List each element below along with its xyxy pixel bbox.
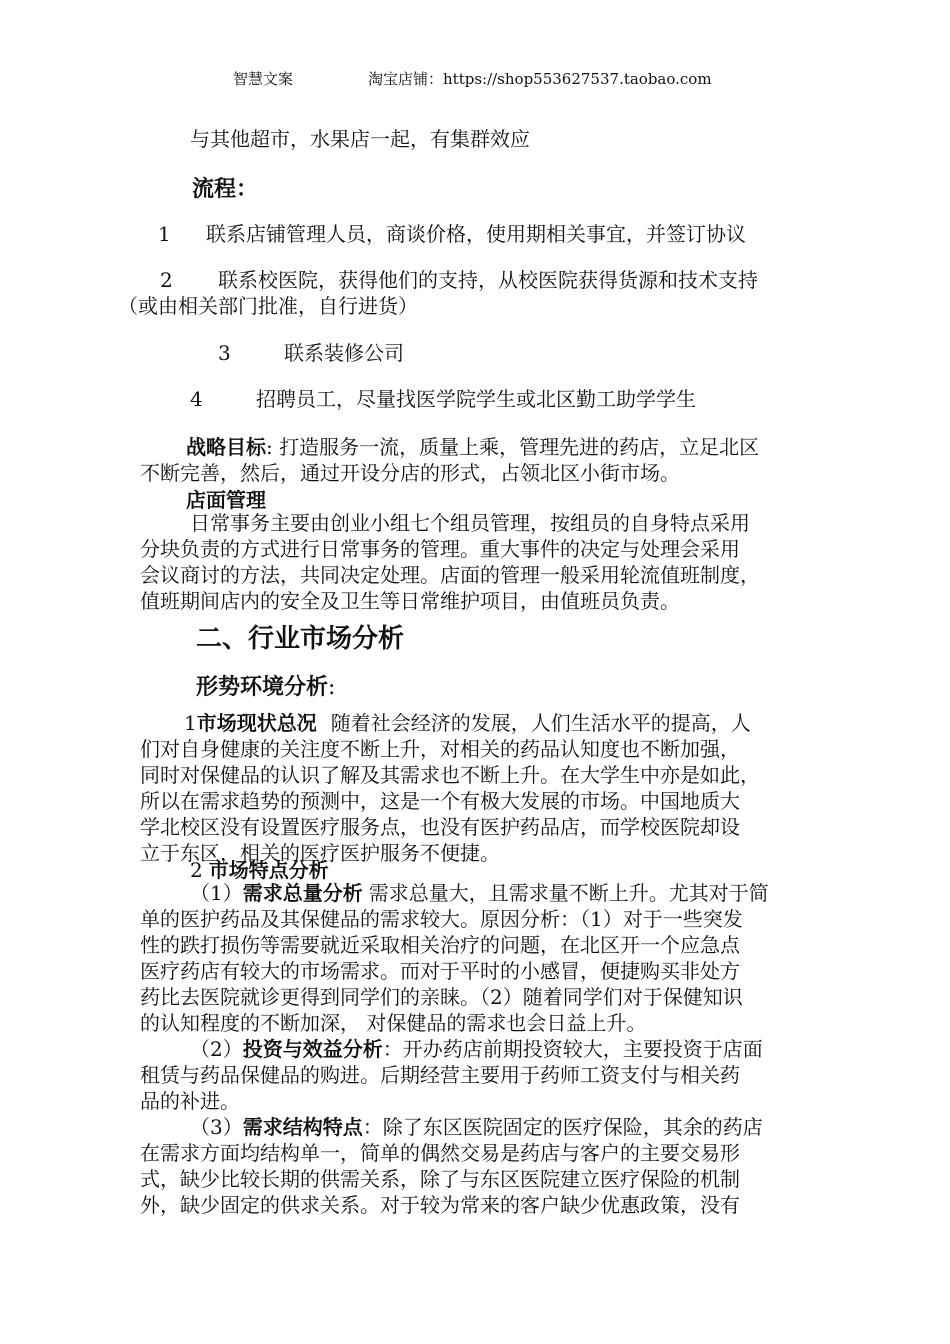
step-text: 联系校医院，获得他们的支持，从校医院获得货源和技术支持 <box>218 268 758 292</box>
header-shop-url: 淘宝店铺：https://shop553627537.taobao.com <box>368 70 712 88</box>
demand-structure-number: （3） <box>190 1115 243 1139</box>
investment-line-3: 品的补进。 <box>140 1089 240 1113</box>
demand-structure-paragraph <box>140 1114 820 1218</box>
market-features-number: 2 <box>190 858 203 882</box>
market-status-number: 1 <box>184 711 197 735</box>
market-status-line-3: 同时对保健品的认识了解及其需求也不断上升。在大学生中亦是如此， <box>140 763 760 787</box>
market-status-line-2: 们对自身健康的关注度不断上升，对相关的药品认知度也不断加强， <box>140 737 740 761</box>
investment-line-2: 租赁与药品保健品的购进。后期经营主要用于药师工资支付与相关药 <box>140 1063 740 1087</box>
step-number: 3 <box>218 341 231 365</box>
store-mgmt-line-2: 分块负责的方式进行日常事务的管理。重大事件的决定与处理会采用 <box>140 537 740 561</box>
step-number: 1 <box>158 222 171 246</box>
market-status-label: 市场现状总况 <box>196 711 317 735</box>
process-title: 流程： <box>192 176 259 202</box>
demand-total-line-6: 的认知程度的不断加深， 对保健品的需求也会日益上升。 <box>140 1011 647 1035</box>
store-mgmt-line-1: 日常事务主要由创业小组七个组员管理，按组员的自身特点采用 <box>190 511 750 535</box>
market-status-line-1: 随着社会经济的发展，人们生活水平的提高，人 <box>330 711 751 735</box>
intro-line: 与其他超市，水果店一起，有集群效应 <box>190 127 530 151</box>
store-mgmt-paragraph <box>140 510 820 614</box>
strategy-line-1: : 打造服务一流，质量上乘，管理先进的药店，立足北区 <box>266 435 760 459</box>
step-number: 2 <box>160 268 173 292</box>
process-step-1 <box>158 222 746 246</box>
demand-total-label: 需求总量分析 <box>242 881 363 905</box>
strategy-label: 战略目标 <box>186 435 266 459</box>
market-status-paragraph <box>140 710 820 866</box>
market-status-line-6: 立于东区，相关的医疗医护服务不便捷。 <box>140 841 500 865</box>
investment-line-1: ：开办药店前期投资较大，主要投资于店面 <box>382 1037 763 1061</box>
section-2-title: 二、行业市场分析 <box>196 624 405 654</box>
market-features-heading <box>190 858 329 882</box>
investment-number: （2） <box>190 1037 243 1061</box>
strategy-line-2: 不断完善，然后，通过开设分店的形式，占领北区小街市场。 <box>140 461 680 485</box>
store-mgmt-line-3: 会议商讨的方法，共同决定处理。店面的管理一般采用轮流值班制度， <box>140 563 760 587</box>
demand-structure-line-4: 外，缺少固定的供求关系。对于较为常来的客户缺少优惠政策，没有 <box>140 1193 740 1217</box>
section-2-subtitle <box>196 670 335 701</box>
step-text: 联系装修公司 <box>284 341 404 365</box>
step-text: 联系店铺管理人员，商谈价格，使用期相关事宜，并签订协议 <box>206 222 746 246</box>
store-mgmt-title: 店面管理 <box>186 488 266 512</box>
process-step-4 <box>190 387 696 411</box>
demand-structure-line-3: 式，缺少比较长期的供需关系，除了与东区医院建立医疗保险的机制 <box>140 1167 740 1191</box>
demand-structure-line-2: 在需求方面均结构单一，简单的偶然交易是药店与客户的主要交易形 <box>140 1141 740 1165</box>
investment-paragraph <box>140 1036 820 1114</box>
demand-total-line-3: 性的跌打损伤等需要就近采取相关治疗的问题，在北区开一个应急点 <box>140 933 740 957</box>
subtitle-text: 形势环境分析 <box>196 674 329 700</box>
demand-total-line-1: 需求总量大，且需求量不断上升。尤其对于简 <box>368 881 769 905</box>
demand-structure-label: 需求结构特点 <box>242 1115 363 1139</box>
demand-total-line-2: 单的医护药品及其保健品的需求较大。原因分析：（1）对于一些突发 <box>140 907 743 931</box>
header-brand: 智慧文案 <box>233 70 294 88</box>
market-status-line-4: 所以在需求趋势的预测中，这是一个有极大发展的市场。中国地质大 <box>140 789 740 813</box>
market-status-line-5: 学北校区没有设置医疗服务点，也没有医护药品店，而学校医院却设 <box>140 815 740 839</box>
process-step-2 <box>160 268 758 292</box>
process-step-3 <box>218 341 404 365</box>
demand-total-line-4: 医疗药店有较大的市场需求。而对于平时的小感冒，便捷购买非处方 <box>140 959 740 983</box>
demand-total-paragraph <box>140 880 820 1036</box>
step-text: 招聘员工，尽量找医学院学生或北区勤工助学学生 <box>256 387 696 411</box>
demand-total-number: （1） <box>190 881 243 905</box>
process-step-2-continued: （或由相关部门批准，自行进货） <box>118 294 418 318</box>
store-mgmt-line-4: 值班期间店内的安全及卫生等日常维护项目，由值班员负责。 <box>140 589 680 613</box>
market-features-label: 市场特点分析 <box>208 858 329 882</box>
demand-total-line-5: 药比去医院就诊更得到同学们的亲睐。（2）随着同学们对于保健知识 <box>140 985 743 1009</box>
step-number: 4 <box>190 387 203 411</box>
demand-structure-line-1: ：除了东区医院固定的医疗保险，其余的药店 <box>362 1115 763 1139</box>
subtitle-colon: : <box>328 675 336 700</box>
strategy-paragraph <box>140 434 820 486</box>
investment-label: 投资与效益分析 <box>242 1037 383 1061</box>
